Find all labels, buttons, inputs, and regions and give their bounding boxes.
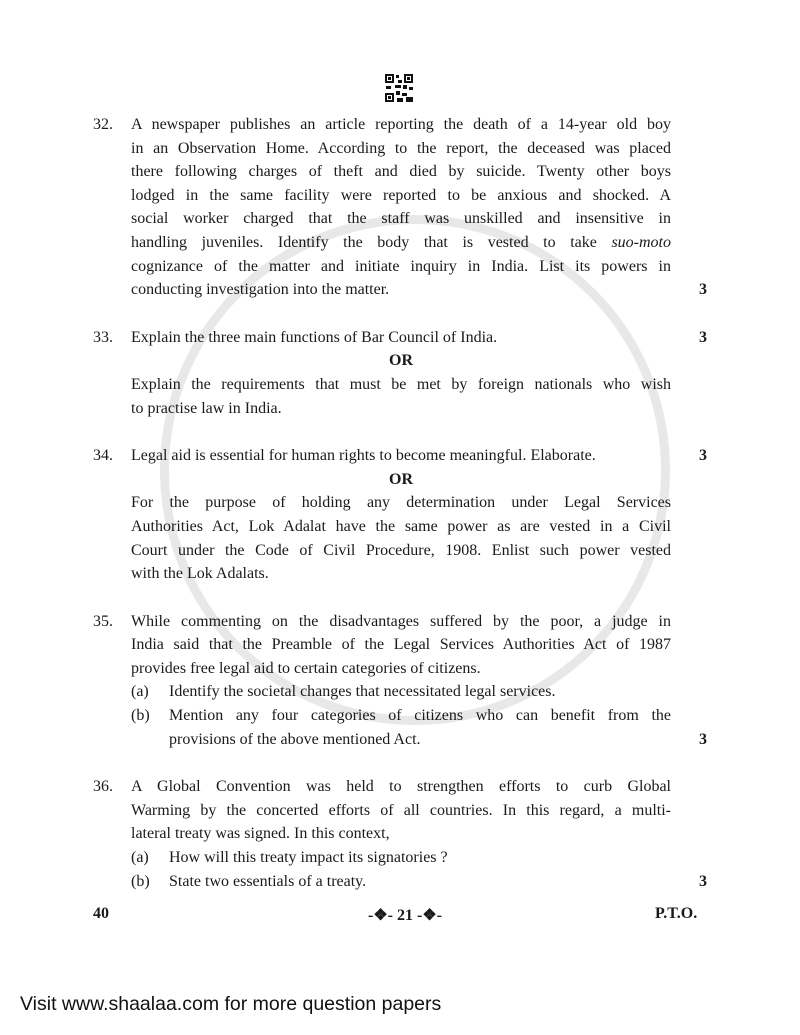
question-number: 32. <box>93 116 113 133</box>
question-text-line: Identify the societal changes that necessitated legal services. <box>169 683 556 701</box>
question-text-line: A newspaper publishes an article reporting the death of a 14-year old boy <box>131 116 671 133</box>
question-32 <box>93 113 713 302</box>
sub-question-label: (a) <box>131 849 149 867</box>
question-text-line: Legal aid is essential for human rights to become meaningful. Elaborate. <box>131 447 596 465</box>
sub-question-b <box>131 870 671 894</box>
question-36 <box>93 775 713 893</box>
question-text-line: Mention any four categories of citizens who can benefit from the <box>169 707 671 725</box>
question-text-line: State two essentials of a treaty. <box>169 872 367 890</box>
question-text-line: Authorities Act, Lok Adalat have the same power as are vested in a Civil <box>131 517 671 535</box>
sub-question-a <box>131 680 671 704</box>
question-text-line: India said that the Preamble of the Legal Services Authorities Act of 1987 <box>131 636 671 654</box>
question-text-line: How will this treaty impact its signatories ? <box>169 849 448 867</box>
marks: 3 <box>699 281 707 299</box>
sub-question-label: (b) <box>131 707 150 725</box>
question-number: 33. <box>93 328 113 346</box>
sub-question-label: (b) <box>131 872 150 890</box>
question-text-line: there following charges of theft and died by suicide. Twenty other boys <box>131 163 671 181</box>
question-text-line: For the purpose of holding any determination under Legal Services <box>131 494 671 512</box>
question-text-line: Court under the Code of Civil Procedure, 1908. Enlist such power vested <box>131 541 671 559</box>
sub-question-b <box>131 704 671 751</box>
question-text-line: social worker charged that the staff was unskilled and insensitive in <box>131 210 671 228</box>
sub-question-label: (a) <box>131 683 149 701</box>
question-text-line: with the Lok Adalats. <box>131 565 269 583</box>
question-33 <box>93 326 713 420</box>
qr-code-icon <box>385 74 413 102</box>
marks: 3 <box>699 872 707 890</box>
sub-question-a <box>131 846 671 870</box>
page-footer <box>93 905 713 929</box>
question-text-line: Warming by the concerted efforts of all countries. In this regard, a multi- <box>131 801 671 819</box>
or-separator: OR <box>389 352 413 370</box>
or-separator: OR <box>389 470 413 488</box>
question-text-line: Explain the requirements that must be met by foreign nationals who wish <box>131 375 671 393</box>
paper-code: 40 <box>93 905 109 923</box>
question-text-line: in an Observation Home. According to the report, the deceased was placed <box>131 139 671 157</box>
question-text-line: lodged in the same facility were reported to be anxious and shocked. A <box>131 186 671 204</box>
question-text-line: to practise law in India. <box>131 399 282 417</box>
question-text-line: A Global Convention was held to strengthen efforts to curb Global <box>131 778 671 796</box>
question-text-line: conducting investigation into the matter. <box>131 281 390 299</box>
question-text-line: provisions of the above mentioned Act. <box>169 730 421 748</box>
marks: 3 <box>699 730 707 748</box>
marks: 3 <box>699 328 707 346</box>
marks: 3 <box>699 447 707 465</box>
question-35 <box>93 610 713 752</box>
visit-site-banner: Visit www.shaalaa.com for more question papers <box>20 993 442 1016</box>
question-text-line: Explain the three main functions of Bar Council of India. <box>131 328 498 346</box>
question-text-line: While commenting on the disadvantages suffered by the poor, a judge in <box>131 612 671 630</box>
question-text-line <box>131 231 671 255</box>
question-number: 36. <box>93 778 113 796</box>
page-number: -❖- 21 -❖- <box>368 907 442 925</box>
question-34 <box>93 444 713 586</box>
question-number: 34. <box>93 447 113 465</box>
question-text: handling juveniles. Identify the body that is vested to take <box>131 233 612 251</box>
question-text-line: lateral treaty was signed. In this context, <box>131 825 390 843</box>
pto-label: P.T.O. <box>655 905 698 923</box>
question-number: 35. <box>93 612 113 630</box>
question-text-line: provides free legal aid to certain categories of citizens. <box>131 659 481 677</box>
italic-term: suo-moto <box>611 233 671 251</box>
question-text-line: cognizance of the matter and initiate inquiry in India. List its powers in <box>131 257 671 275</box>
